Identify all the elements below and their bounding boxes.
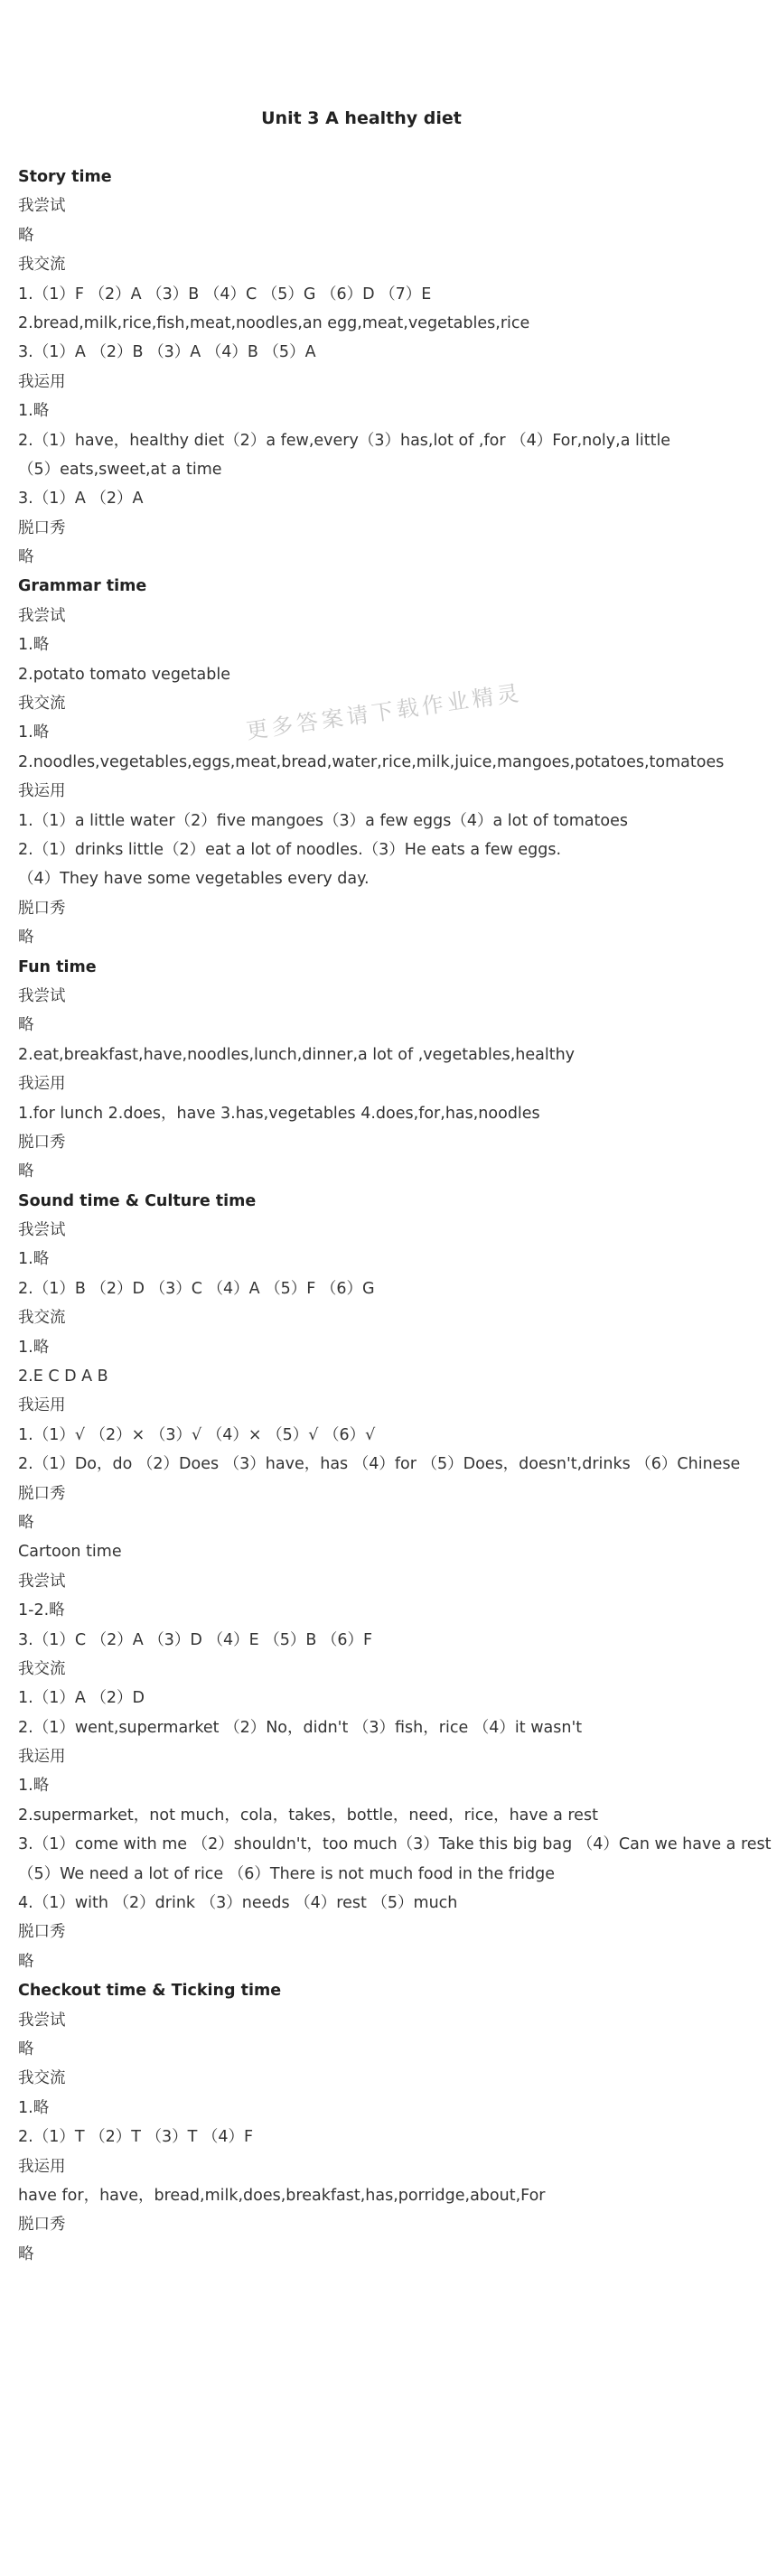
answer-line: （4）They have some vegetables every day. [18, 870, 370, 889]
answer-line: 1.（1）A （2）D [18, 1689, 145, 1708]
answer-line: 2.（1）B （2）D （3）C （4）A （5）F （6）G [18, 1279, 375, 1298]
answer-line: 脱口秀 [18, 899, 66, 918]
answer-line: 1.略 [18, 1338, 50, 1357]
answer-line: 1.略 [18, 723, 50, 742]
answer-line: 我交流 [18, 256, 66, 275]
answer-line: 脱口秀 [18, 1923, 66, 1942]
answer-line: 1.略 [18, 1250, 50, 1269]
answer-line: 我运用 [18, 1075, 66, 1094]
answer-line: 略 [18, 548, 34, 567]
answer-line: 脱口秀 [18, 1133, 66, 1152]
answer-line: 1.for lunch 2.does，have 3.has,vegetables 4.does,for,has,noodles [18, 1104, 540, 1123]
answer-line: 4.（1）with （2）drink （3）needs （4）rest （5）much [18, 1894, 458, 1913]
answer-line: 我尝试 [18, 606, 66, 625]
answer-line: 略 [18, 1513, 34, 1532]
answer-line: 我交流 [18, 1659, 66, 1678]
answer-line: 略 [18, 1952, 34, 1971]
answer-line: 略 [18, 1016, 34, 1035]
answer-line: 我尝试 [18, 1572, 66, 1591]
answer-line: 我运用 [18, 2157, 66, 2176]
answer-line: 脱口秀 [18, 518, 66, 537]
section-heading: Checkout time & Ticking time [18, 1982, 282, 2001]
answer-line: 我尝试 [18, 1221, 66, 1240]
answer-line: 我运用 [18, 372, 66, 391]
answer-line: 2.noodles,vegetables,eggs,meat,bread,water,rice,milk,juice,mangoes,potatoes,tomatoes [18, 752, 725, 771]
answer-line: 略 [18, 1162, 34, 1181]
section-heading: Grammar time [18, 577, 147, 596]
answer-line: 略 [18, 2245, 34, 2263]
answer-line: 1-2.略 [18, 1601, 65, 1620]
answer-line: 2.（1）Do，do （2）Does （3）have，has （4）for （5）Does，doesn't,drinks （6）Chinese [18, 1455, 741, 1474]
answer-line: 1.（1）F （2）A （3）B （4）C （5）G （6）D （7）E [18, 285, 432, 303]
answer-line: 2.potato tomato vegetable [18, 665, 231, 684]
answer-content [18, 163, 775, 2269]
answer-line: 1.略 [18, 402, 50, 421]
answer-line: 1.略 [18, 2098, 50, 2117]
answer-line: 2.（1）drinks little（2）eat a lot of noodles.（3）He eats a few eggs. [18, 840, 562, 859]
answer-line: （5）eats,sweet,at a time [18, 460, 222, 479]
answer-line: 我交流 [18, 1309, 66, 1328]
answer-line: 2.bread,milk,rice,fish,meat,noodles,an egg,meat,vegetables,rice [18, 313, 530, 332]
watermark-text: 更多答案请下载作业精灵 [244, 680, 524, 744]
answer-line: 略 [18, 929, 34, 947]
answer-line: 3.（1）A （2）B （3）A （4）B （5）A [18, 343, 316, 362]
answer-line: 3.（1）A （2）A [18, 490, 144, 509]
answer-line: 1.（1）a little water（2）five mangoes（3）a few eggs（4）a lot of tomatoes [18, 811, 628, 830]
answer-line: 2.E C D A B [18, 1367, 108, 1386]
answer-line: 我运用 [18, 1396, 66, 1415]
section-heading: Fun time [18, 957, 97, 976]
answer-line: 2.（1）T （2）T （3）T （4）F [18, 2128, 254, 2147]
answer-line: 2.eat,breakfast,have,noodles,lunch,dinner,a lot of ,vegetables,healthy [18, 1045, 576, 1064]
section-heading: Story time [18, 168, 112, 186]
answer-line: 1.略 [18, 636, 50, 655]
answer-line: 2.supermarket，not much，cola，takes，bottle，need，rice，have a rest [18, 1806, 598, 1825]
page-title: Unit 3 A healthy diet [261, 108, 462, 128]
answer-line: 我尝试 [18, 986, 66, 1005]
answer-line: 2.（1）went,supermarket （2）No，didn't （3）fish，rice （4）it wasn't [18, 1718, 583, 1737]
answer-line: 我运用 [18, 782, 66, 801]
answer-line: 我交流 [18, 695, 66, 714]
answer-line: 我交流 [18, 2069, 66, 2088]
answer-line: 我尝试 [18, 197, 66, 216]
answer-line: 略 [18, 226, 34, 245]
answer-line: 脱口秀 [18, 2216, 66, 2235]
answer-line: 1.（1）√ （2）× （3）√ （4）× （5）√ （6）√ [18, 1425, 376, 1444]
answer-line: 我运用 [18, 1748, 66, 1767]
answer-line: 3.（1）C （2）A （3）D （4）E （5）B （6）F [18, 1630, 373, 1649]
answer-line: 略 [18, 2040, 34, 2058]
section-heading: Sound time & Culture time [18, 1191, 257, 1210]
answer-line: 1.略 [18, 1777, 50, 1796]
answer-line: 脱口秀 [18, 1484, 66, 1503]
answer-line: 我尝试 [18, 2011, 66, 2030]
section-heading: Cartoon time [18, 1543, 122, 1562]
answer-line: （5）We need a lot of rice （6）There is not much food in the fridge [18, 1864, 555, 1883]
answer-line: 3.（1）come with me （2）shouldn't，too much（3）Take this big bag （4）Can we have a rest [18, 1835, 772, 1854]
answer-line: 2.（1）have，healthy diet（2）a few,every（3）has,lot of ,for （4）For,noly,a little [18, 431, 671, 450]
answer-line: have for，have，bread,milk,does,breakfast,has,porridge,about,For [18, 2186, 546, 2205]
